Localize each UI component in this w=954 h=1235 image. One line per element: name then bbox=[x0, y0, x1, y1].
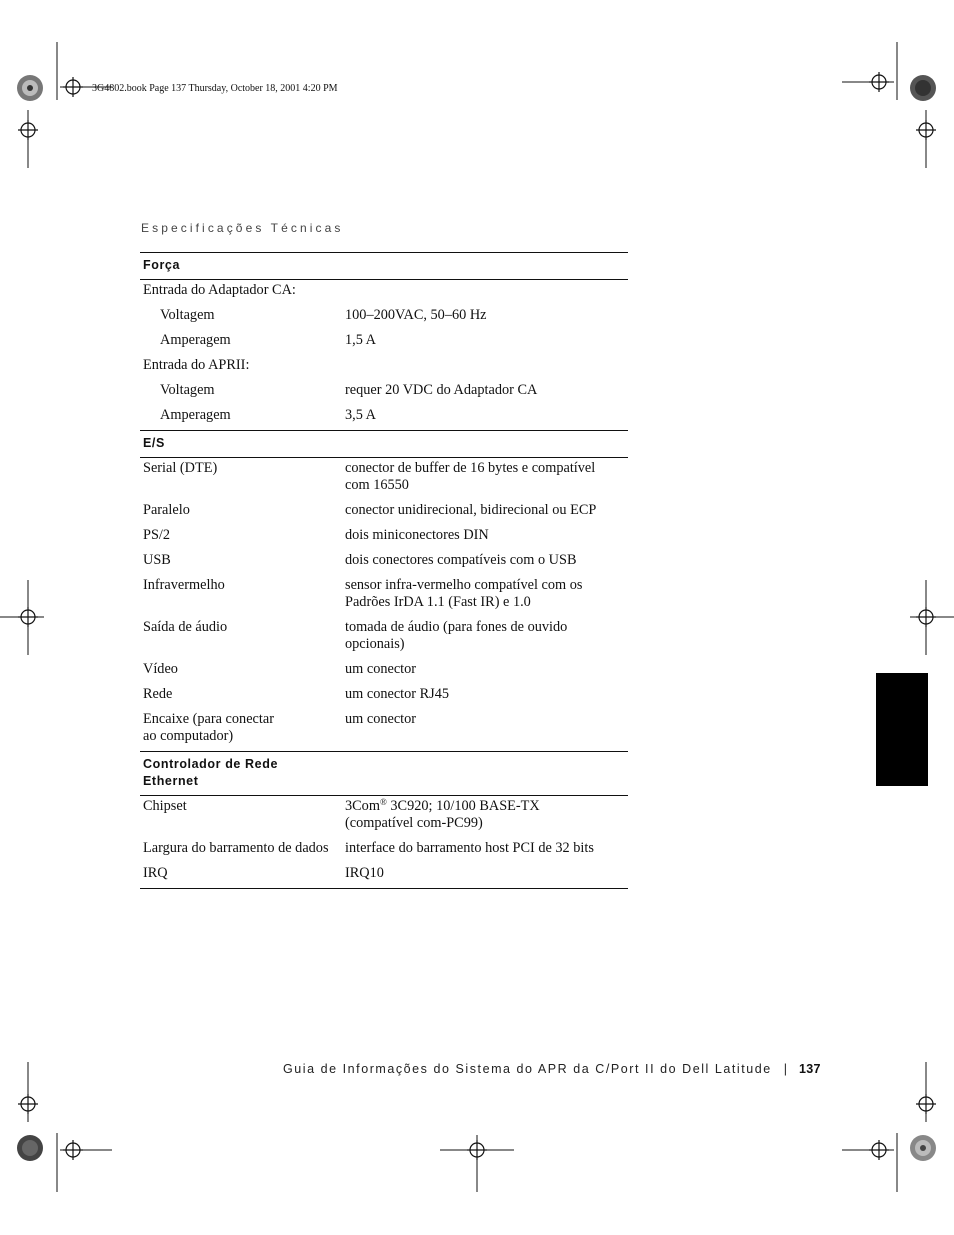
spec-label: IRQ bbox=[143, 865, 168, 881]
table-row bbox=[140, 548, 628, 573]
table-row bbox=[140, 498, 628, 523]
spec-label: Largura do barramento de dados bbox=[143, 840, 329, 856]
table-row bbox=[140, 353, 628, 378]
spec-value bbox=[345, 357, 628, 374]
spec-value: interface do barramento host PCI de 32 bits bbox=[345, 840, 594, 856]
spec-value: dois miniconectores DIN bbox=[345, 527, 489, 543]
table-row bbox=[140, 458, 628, 498]
spec-value: sensor infra-vermelho compatível com os Padrões IrDA 1.1 (Fast IR) e 1.0 bbox=[345, 577, 583, 610]
spec-value: um conector bbox=[345, 661, 417, 677]
table-row bbox=[140, 836, 628, 861]
running-head: Especificações Técnicas bbox=[141, 221, 344, 235]
spec-label: Infravermelho bbox=[143, 577, 225, 593]
spec-label: Entrada do Adaptador CA: bbox=[143, 282, 296, 298]
spec-label: PS/2 bbox=[143, 527, 171, 543]
value-text: 3Com bbox=[345, 798, 380, 814]
spec-label: Chipset bbox=[143, 798, 187, 814]
section-heading: E/S bbox=[143, 436, 165, 450]
spec-label: Rede bbox=[143, 686, 173, 702]
spec-value: IRQ10 bbox=[345, 865, 384, 881]
spec-label: Voltagem bbox=[160, 382, 215, 398]
spec-label: Paralelo bbox=[143, 502, 190, 518]
spec-value: um conector RJ45 bbox=[345, 686, 450, 702]
section-heading: Controlador de Rede Ethernet bbox=[143, 757, 279, 788]
table-row bbox=[140, 303, 628, 328]
table-row bbox=[140, 707, 628, 751]
table-row bbox=[140, 523, 628, 548]
spec-value: tomada de áudio (para fones de ouvido opcionais) bbox=[345, 619, 568, 652]
spec-label: Encaixe (para conectar ao computador) bbox=[143, 711, 274, 744]
page-footer bbox=[283, 1062, 821, 1076]
spec-label: USB bbox=[143, 552, 171, 568]
spec-value: conector de buffer de 16 bytes e compatível com 16550 bbox=[345, 460, 596, 493]
table-row bbox=[140, 657, 628, 682]
table-row bbox=[140, 280, 628, 303]
footer-title: Guia de Informações do Sistema do APR da C/Port II do Dell Latitude bbox=[283, 1062, 772, 1076]
value-text: 3C920; 10/100 BASE-TX (compatível com-PC99) bbox=[345, 798, 540, 831]
registered-mark: ® bbox=[379, 797, 387, 807]
spec-value bbox=[345, 798, 628, 832]
spec-label: Entrada do APRII: bbox=[143, 357, 250, 373]
table-row bbox=[140, 861, 628, 888]
page-number: 137 bbox=[799, 1062, 821, 1076]
spec-label: Serial (DTE) bbox=[143, 460, 218, 476]
section-heading: Força bbox=[143, 258, 181, 272]
table-row bbox=[140, 573, 628, 615]
spec-value: dois conectores compatíveis com o USB bbox=[345, 552, 577, 568]
spec-value: requer 20 VDC do Adaptador CA bbox=[345, 382, 538, 398]
spec-label: Amperagem bbox=[160, 407, 231, 423]
print-slug: 3G4802.book Page 137 Thursday, October 18, 2001 4:20 PM bbox=[92, 83, 338, 94]
spec-value: um conector bbox=[345, 711, 417, 727]
table-row bbox=[140, 403, 628, 430]
spec-value: 100–200VAC, 50–60 Hz bbox=[345, 307, 487, 323]
table-row bbox=[140, 328, 628, 353]
table-row bbox=[140, 796, 628, 836]
spec-value: 3,5 A bbox=[345, 407, 376, 423]
footer-separator: | bbox=[783, 1062, 788, 1076]
spec-label: Saída de áudio bbox=[143, 619, 228, 635]
spec-value bbox=[345, 282, 628, 299]
table-row bbox=[140, 615, 628, 657]
spec-value: conector unidirecional, bidirecional ou ECP bbox=[345, 502, 597, 518]
spec-table bbox=[140, 252, 628, 889]
table-row bbox=[140, 682, 628, 707]
spec-label: Amperagem bbox=[160, 332, 231, 348]
spec-label: Vídeo bbox=[143, 661, 178, 677]
spec-label: Voltagem bbox=[160, 307, 215, 323]
spec-value: 1,5 A bbox=[345, 332, 376, 348]
chapter-thumb-tab bbox=[876, 673, 928, 786]
table-row bbox=[140, 378, 628, 403]
table-rule bbox=[140, 888, 628, 889]
